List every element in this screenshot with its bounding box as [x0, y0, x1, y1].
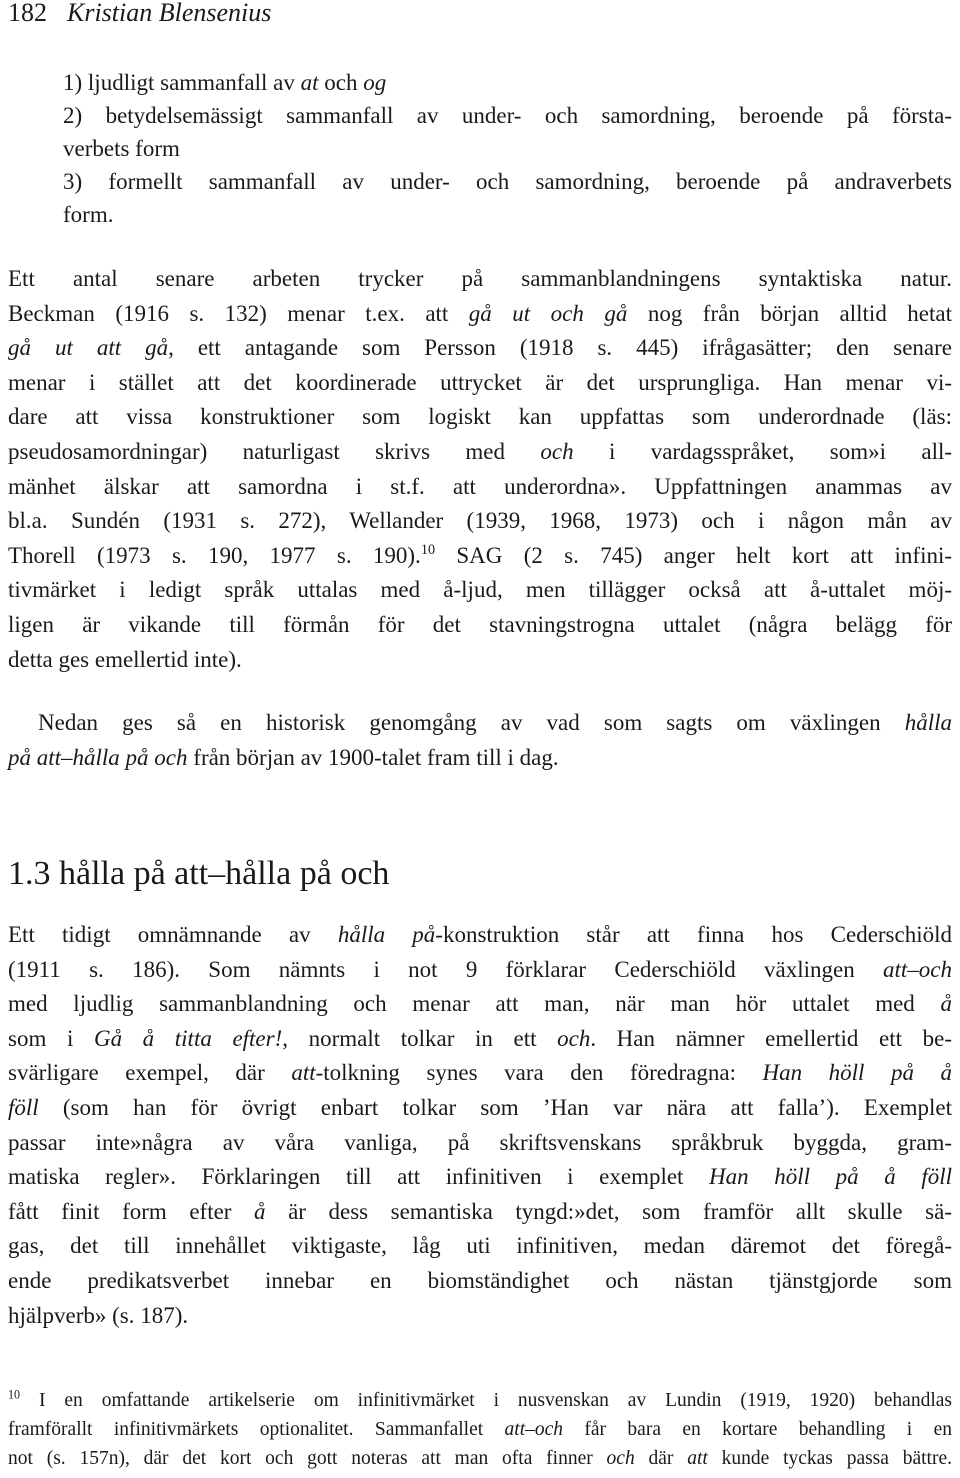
paragraph-1: Ett antal senare arbeten trycker på sammanblandningens syntaktiska natur. Beckman (1916 s. 132) menar t.ex. att gå ut och gå nog från början alltid hetat gå ut att gå, ett antagande som Persson (1918 s. 445) ifrågasätter; den senare menar i stället att det koordinerade uttrycket är det ursprungliga. Han menar vi- dare att vissa konstruktioner som logiskt kan uppfattas som underordnade (läs: pseudosamordningar) naturligast skrivs med och i vardagsspråket, som»i all- mänhet älskar att samordna i st.f. att underordna». Uppfattningen anammas av bl.a. Sundén (1931 s. 272), Wellander (1939, 1968, 1973) och i någon mån av Thorell (1973 s. 190, 1977 s. 190).$^{10}$ SAG (2 s. 745) anger helt kort att infini- tivmärket i ledigt språk uttalas med å-ljud, men tillägger också att å-uttalet möj- ligen är vikande till förmån för det stavningstrogna uttalet (några belägg för detta ges emellertid inte).: [8, 266, 953, 672]
footnote-number: 10: [8, 1387, 21, 1402]
footnote: $^{10}$ I en omfattande artikelserie om infinitivmärket i nusvenskan av Lundin (1919, 1920) behandlas framförallt infinitivmärkets optionalitet. Sammanfallet att–och får bara en kortare behandling i en not (s. 157n), där det kort och gott noteras att man ofta finner och där att kunde tyckas passa bättre.: [8, 1387, 952, 1469]
list-item-continuation: verbets form: [63, 136, 180, 161]
numbered-list: [63, 66, 952, 231]
page-number: 182: [8, 0, 47, 27]
running-head-author: Kristian Blensenius: [67, 0, 272, 27]
running-head: [8, 0, 271, 28]
paragraph-2: Nedan ges så en historisk genomgång av vad som sagts om växlingen hålla på att–hålla på och från början av 1900-talet fram till i dag.: [8, 710, 952, 770]
footnote-ref: 10: [420, 541, 436, 558]
paragraph-3: Ett tidigt omnämnande av hålla på-konstruktion står att finna hos Cederschiöld (1911 s. 186). Som nämnts i not 9 förklarar Cederschiöld växlingen att–och med ljudlig sammanblandning och menar att man, när man hör uttalet med å som i Gå å titta efter!, normalt tolkar in ett och. Han nämner emellertid ett be- svärligare exempel, där att-tolkning synes vara den föredragna: Han höll på å föll (som han för övrigt enbart tolkar som ’Han var nära att falla’). Exemplet passar inte»några av våra vanliga, på skriftsvenskans språkbruk byggda, gram- matiska regler». Förklaringen till att infinitiven i exemplet Han höll på å föll fått finit form efter å är dess semantiska tyngd:»det, som framför allt skulle sä- gas, det till innehållet viktigaste, låg uti infinitiven, medan däremot det föregå- ende predikatsverbet innebar en biomständighet och nästan tjänstgjorde som hjälpverb» (s. 187).: [8, 922, 953, 1328]
list-item: 3) formellt sammanfall av under- och samordning, beroende på andraverbets: [63, 169, 953, 194]
list-item: 2) betydelsemässigt sammanfall av under- och samordning, beroende på första-: [63, 103, 953, 128]
section-heading: 1.3 hålla på att–hålla på och: [8, 855, 390, 892]
list-item-continuation: form.: [63, 202, 114, 227]
list-item: 1) ljudligt sammanfall av at och og: [63, 70, 387, 95]
